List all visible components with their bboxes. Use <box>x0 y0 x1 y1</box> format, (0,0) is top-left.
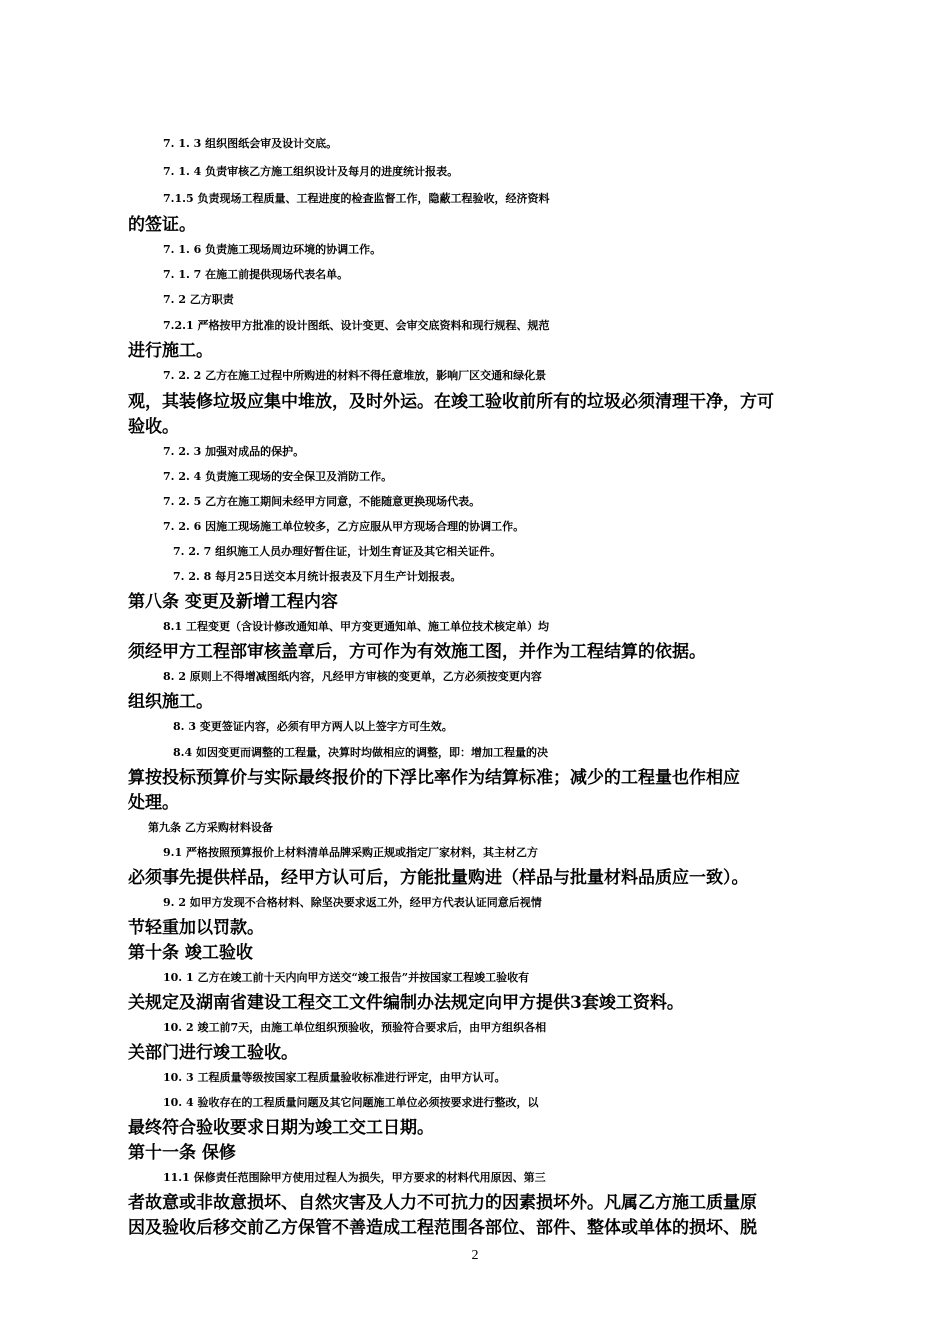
text-line: 8. 3 变更签证内容，必须有甲方两人以上签字方可生效。 <box>173 720 453 733</box>
text-line: 11.1 保修责任范围除甲方使用过程人为损失，甲方要求的材料代用原因、第三 <box>163 1171 546 1184</box>
text-line: 8. 2 原则上不得增减图纸内容，凡经甲方审核的变更单，乙方必须按变更内容 <box>163 670 542 683</box>
article-heading: 第八条 变更及新增工程内容 <box>128 592 338 612</box>
text-line: 必须事先提供样品，经甲方认可后，方能批量购进（样品与批量材料品质应一致）。 <box>128 868 749 888</box>
text-line: 9.1 严格按照预算报价上材料清单品牌采购正规或指定厂家材料，其主材乙方 <box>163 846 538 859</box>
text-line: 10. 3 工程质量等级按国家工程质量验收标准进行评定，由甲方认可。 <box>163 1071 506 1084</box>
text-line: 8.4 如因变更而调整的工程量，决算时均做相应的调整，即：增加工程量的决 <box>173 746 548 759</box>
text-line: 7.2.1 严格按甲方批准的设计图纸、设计变更、会审交底资料和现行规程、规范 <box>163 319 550 332</box>
text-line: 算按投标预算价与实际最终报价的下浮比率作为结算标准；减少的工程量也作相应 <box>128 768 740 788</box>
text-line: 9. 2 如甲方发现不合格材料、除坚决要求返工外，经甲方代表认证同意后视情 <box>163 896 542 909</box>
text-line: 8.1 工程变更（含设计修改通知单、甲方变更通知单、施工单位技术核定单）均 <box>163 620 549 633</box>
text-line: 关部门进行竣工验收。 <box>128 1043 298 1063</box>
text-line: 7.1.5 负责现场工程质量、工程进度的检查监督工作，隐蔽工程验收，经济资料 <box>163 192 550 205</box>
text-line: 7. 1. 6 负责施工现场周边环境的协调工作。 <box>163 243 382 256</box>
text-line: 10. 4 验收存在的工程质量问题及其它问题施工单位必须按要求进行整改，以 <box>163 1096 539 1109</box>
page-number: 2 <box>471 1248 479 1263</box>
text-line: 7. 2. 3 加强对成品的保护。 <box>163 445 305 458</box>
text-line: 最终符合验收要求日期为竣工交工日期。 <box>128 1118 434 1138</box>
article-heading: 第九条 乙方采购材料设备 <box>148 821 273 834</box>
text-line: 验收。 <box>128 417 179 437</box>
text-line: 7. 1. 3 组织图纸会审及设计交底。 <box>163 137 338 150</box>
text-line: 关规定及湖南省建设工程交工文件编制办法规定向甲方提供3套竣工资料。 <box>128 993 684 1013</box>
text-line: 7. 1. 4 负责审核乙方施工组织设计及每月的进度统计报表。 <box>163 165 459 178</box>
text-line: 10. 2 竣工前7天，由施工单位组织预验收，预验符合要求后，由甲方组织各相 <box>163 1021 547 1034</box>
article-heading: 第十条 竣工验收 <box>128 943 253 963</box>
text-line: 节轻重加以罚款。 <box>128 918 264 938</box>
text-line: 进行施工。 <box>128 341 213 361</box>
section-heading: 7. 2 乙方职责 <box>163 293 234 306</box>
text-line: 处理。 <box>128 793 179 813</box>
text-line: 者故意或非故意损坏、自然灾害及人力不可抗力的因素损坏外。凡属乙方施工质量原 <box>128 1193 757 1213</box>
text-line: 因及验收后移交前乙方保管不善造成工程范围各部位、部件、整体或单体的损坏、脱 <box>128 1218 757 1238</box>
text-line: 7. 2. 7 组织施工人员办理好暂住证，计划生育证及其它相关证件。 <box>173 545 502 558</box>
text-line: 10. 1 乙方在竣工前十天内向甲方送交“竣工报告”并按国家工程竣工验收有 <box>163 971 530 984</box>
text-line: 7. 2. 2 乙方在施工过程中所购进的材料不得任意堆放，影响厂区交通和绿化景 <box>163 369 547 382</box>
text-line: 7. 2. 5 乙方在施工期间未经甲方同意，不能随意更换现场代表。 <box>163 495 481 508</box>
article-heading: 第十一条 保修 <box>128 1143 236 1163</box>
text-line: 组织施工。 <box>128 692 213 712</box>
text-line: 7. 2. 8 每月25日送交本月统计报表及下月生产计划报表。 <box>173 570 462 583</box>
text-line: 的签证。 <box>128 215 196 235</box>
text-line: 观，其装修垃圾应集中堆放，及时外运。在竣工验收前所有的垃圾必须清理干净，方可 <box>128 392 774 412</box>
text-line: 须经甲方工程部审核盖章后，方可作为有效施工图，并作为工程结算的依据。 <box>128 642 706 662</box>
text-line: 7. 2. 6 因施工现场施工单位较多，乙方应服从甲方现场合理的协调工作。 <box>163 520 525 533</box>
text-line: 7. 2. 4 负责施工现场的安全保卫及消防工作。 <box>163 470 393 483</box>
text-line: 7. 1. 7 在施工前提供现场代表名单。 <box>163 268 349 281</box>
